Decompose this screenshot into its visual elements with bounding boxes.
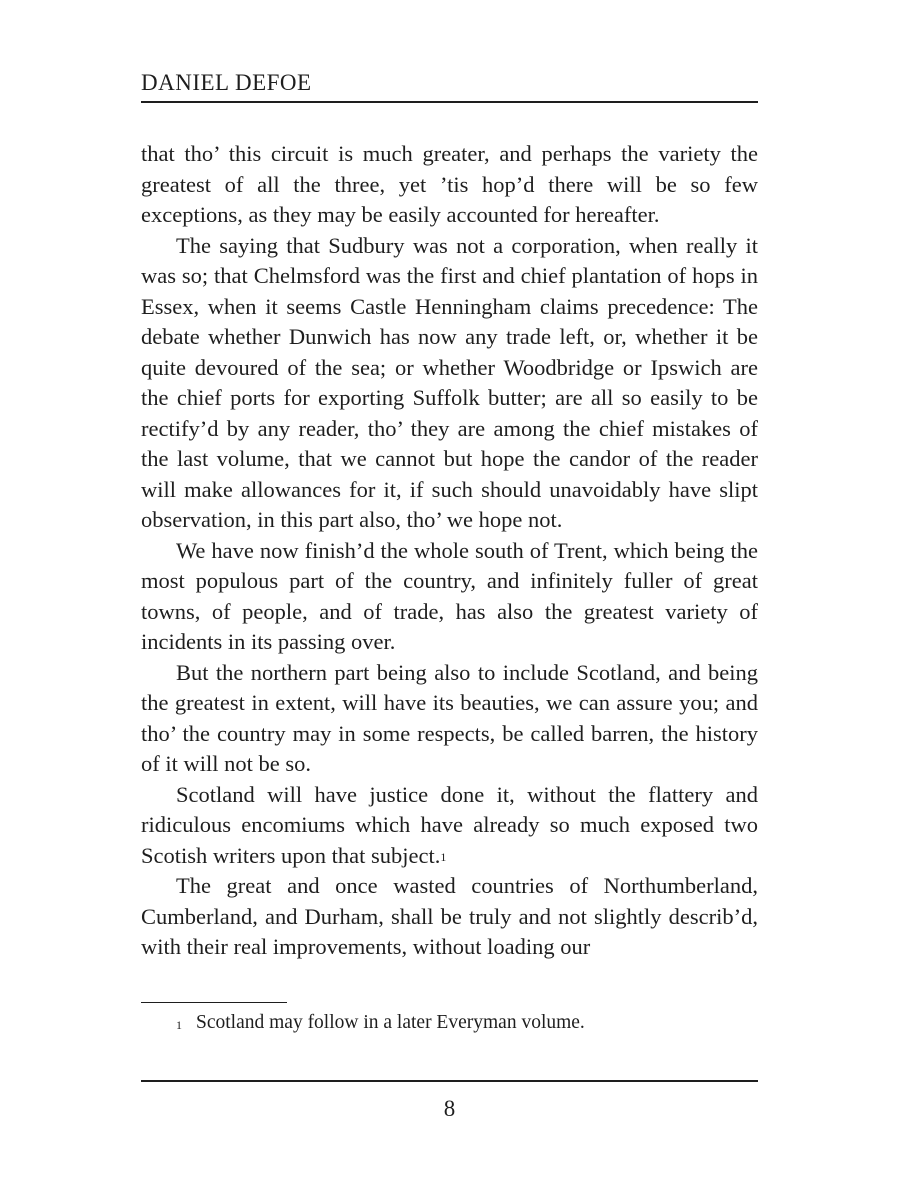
page-number: 8 [443,1096,456,1121]
footnote-mark: 1 [176,1018,182,1032]
paragraph-text: Scotland will have justice done it, without the flattery and ridiculous encomiums which have already so much exposed two Scotish writers upon that subject. [141,781,758,868]
paragraph: We have now finish’d the whole south of Trent, which being the most populous part of the country, and infinitely fuller of great towns, of people, and of trade, has also the greatest variety of incidents in its passing over. [141,537,758,654]
paragraph: But the northern part being also to include Scotland, and being the greatest in extent, will have its beauties, we can assure you; and tho’ the country may in some respects, be called barren, the history of it will not be so. [141,659,758,776]
footnote-reference[interactable]: 1 [440,849,447,864]
header-rule [141,101,758,103]
body-text [141,139,758,963]
footnote-rule [141,1002,287,1003]
footer-rule [141,1080,758,1082]
footnote [141,1010,758,1036]
paragraph-continued: that tho’ this circuit is much greater, and perhaps the variety the greatest of all the three, yet ’tis hop’d there will be so few exceptions, as they may be easily accounted for hereafter. [141,141,758,227]
paragraph: The great and once wasted countries of Northumberland, Cumberland, and Durham, shall be truly and not slightly describ’d, with their real improvements, without loading our [141,873,758,959]
running-head: DANIEL DEFOE [141,70,312,95]
paragraph: The saying that Sudbury was not a corporation, when really it was so; that Chelmsford was the first and chief plantation of hops in Essex, when it seems Castle Henningham claims precedence: The debate whether Dunwich has now any trade left, or, whether it be quite devoured of the sea; or whether Woodbridge or Ipswich are the chief ports for exporting Suffolk butter; are all so easily to be rectify’d by any reader, tho’ they are among the chief mistakes of the last volume, that we cannot but hope the candor of the reader will make allowances for it, if such should unavoidably have slipt observation, in this part also, tho’ we hope not. [141,232,758,532]
paragraph-with-footnote [141,780,758,872]
footnote-text: Scotland may follow in a later Everyman volume. [196,1012,585,1033]
